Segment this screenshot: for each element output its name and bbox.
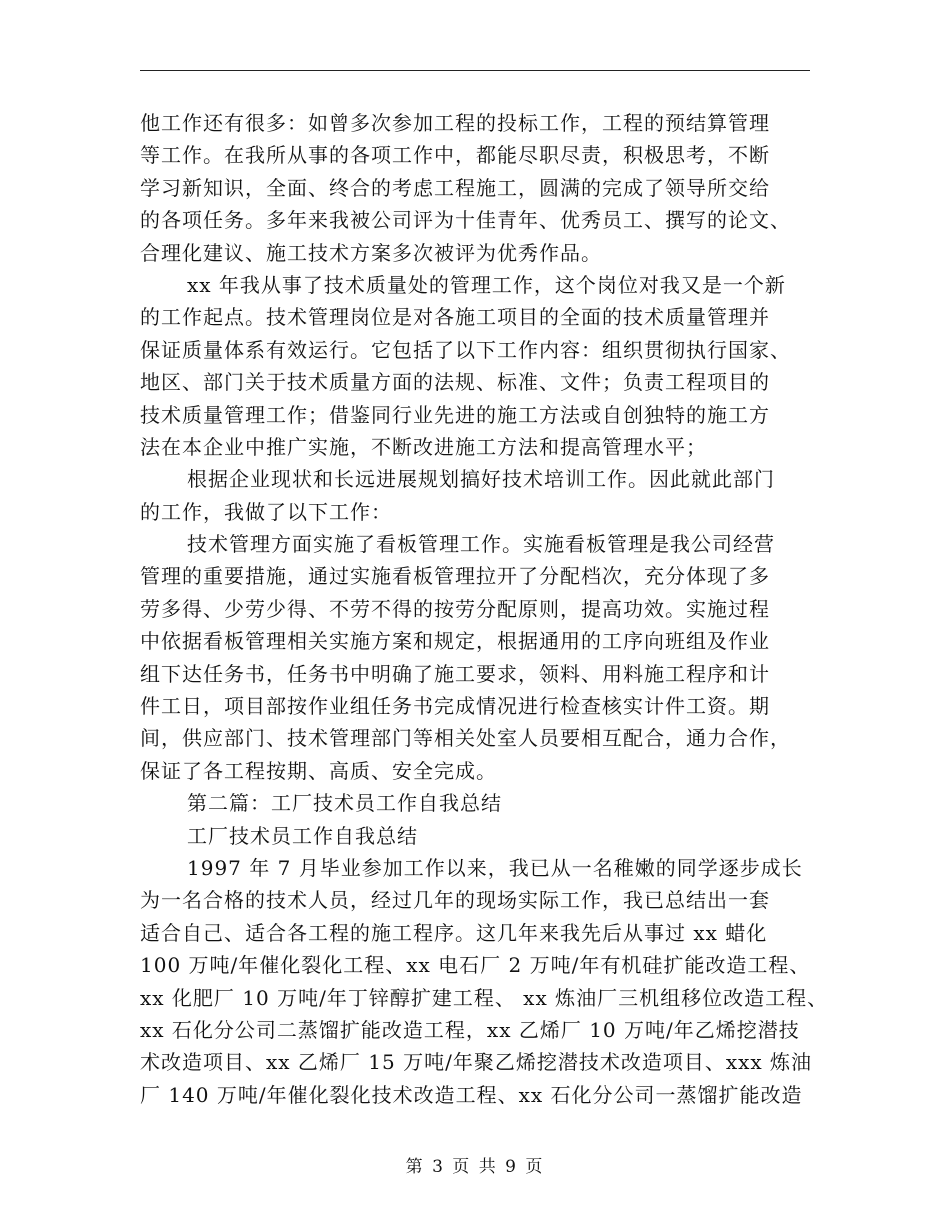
text-line: 适合自己、适合各工程的施工程序。这几年来我先后从事过 xx 蜡化 bbox=[140, 920, 768, 945]
paragraph-first-line: 技术管理方面实施了看板管理工作。实施看板管理是我公司经营 bbox=[187, 532, 775, 557]
text-line: 劳多得、少劳少得、不劳不得的按劳分配原则，提高功效。实施过程 bbox=[140, 596, 770, 621]
text-line: 间，供应部门、技术管理部门等相关处室人员要相互配合，通力合作， bbox=[140, 726, 791, 751]
document-body bbox=[140, 107, 830, 1111]
paragraph-first-line: xx 年我从事了技术质量处的管理工作，这个岗位对我又是一个新 bbox=[187, 272, 786, 297]
paragraph-first-line: 根据企业现状和长远进展规划搞好技术培训工作。因此就此部门 bbox=[187, 467, 775, 492]
section-heading: 第二篇：工厂技术员工作自我总结 bbox=[187, 791, 502, 816]
text-line: 他工作还有很多：如曾多次参加工程的投标工作，工程的预结算管理 bbox=[140, 111, 770, 135]
text-line: 100 万吨/年催化裂化工程、xx 电石厂 2 万吨/年有机硅扩能改造工程、 bbox=[140, 953, 811, 978]
text-line: 技术质量管理工作；借鉴同行业先进的施工方法或自创独特的施工方 bbox=[140, 402, 770, 427]
paragraph-first-line: 1997 年 7 月毕业参加工作以来，我已从一名稚嫩的同学逐步成长 bbox=[187, 855, 803, 880]
section-title: 工厂技术员工作自我总结 bbox=[187, 823, 418, 848]
text-line: 学习新知识，全面、终合的考虑工程施工，圆满的完成了领导所交给 bbox=[140, 175, 770, 200]
text-line: 的各项任务。多年来我被公司评为十佳青年、优秀员工、撰写的论文、 bbox=[140, 208, 791, 233]
text-line: 地区、部门关于技术质量方面的法规、标准、文件；负责工程项目的 bbox=[140, 370, 770, 395]
text-line: 保证了各工程按期、高质、安全完成。 bbox=[140, 758, 497, 783]
text-line: 合理化建议、施工技术方案多次被评为优秀作品。 bbox=[140, 240, 602, 265]
text-line: 中依据看板管理相关实施方案和规定，根据通用的工序向班组及作业 bbox=[140, 629, 770, 654]
text-line: 术改造项目、xx 乙烯厂 15 万吨/年聚乙烯挖潜技术改造项目、xxx 炼油 bbox=[140, 1050, 813, 1075]
text-line: 的工作起点。技术管理岗位是对各施工项目的全面的技术质量管理并 bbox=[140, 305, 770, 330]
text-line: 为一名合格的技术人员，经过几年的现场实际工作，我已总结出一套 bbox=[140, 888, 770, 913]
text-line: 等工作。在我所从事的各项工作中，都能尽职尽责，积极思考，不断 bbox=[140, 143, 770, 168]
text-line: 组下达任务书，任务书中明确了施工要求，领料、用料施工程序和计 bbox=[140, 661, 770, 686]
text-line: 件工日，项目部按作业组任务书完成情况进行检查核实计件工资。期 bbox=[140, 694, 770, 719]
text-line: xx 石化分公司二蒸馏扩能改造工程，xx 乙烯厂 10 万吨/年乙烯挖潜技 bbox=[140, 1017, 800, 1042]
header-rule bbox=[140, 70, 810, 71]
text-line: 保证质量体系有效运行。它包括了以下工作内容：组织贯彻执行国家、 bbox=[140, 337, 791, 362]
text-line: xx 化肥厂 10 万吨/年丁锌醇扩建工程、 xx 炼油厂三机组移位改造工程、 bbox=[140, 985, 829, 1010]
text-line: 的工作，我做了以下工作： bbox=[140, 499, 392, 524]
text-line: 法在本企业中推广实施，不断改进施工方法和提高管理水平； bbox=[140, 434, 707, 459]
text-line: 厂 140 万吨/年催化裂化技术改造工程、xx 石化分公司一蒸馏扩能改造 bbox=[140, 1082, 803, 1107]
text-line: 管理的重要措施，通过实施看板管理拉开了分配档次，充分体现了多 bbox=[140, 564, 770, 589]
page-number: 第 3 页 共 9 页 bbox=[405, 1157, 545, 1177]
